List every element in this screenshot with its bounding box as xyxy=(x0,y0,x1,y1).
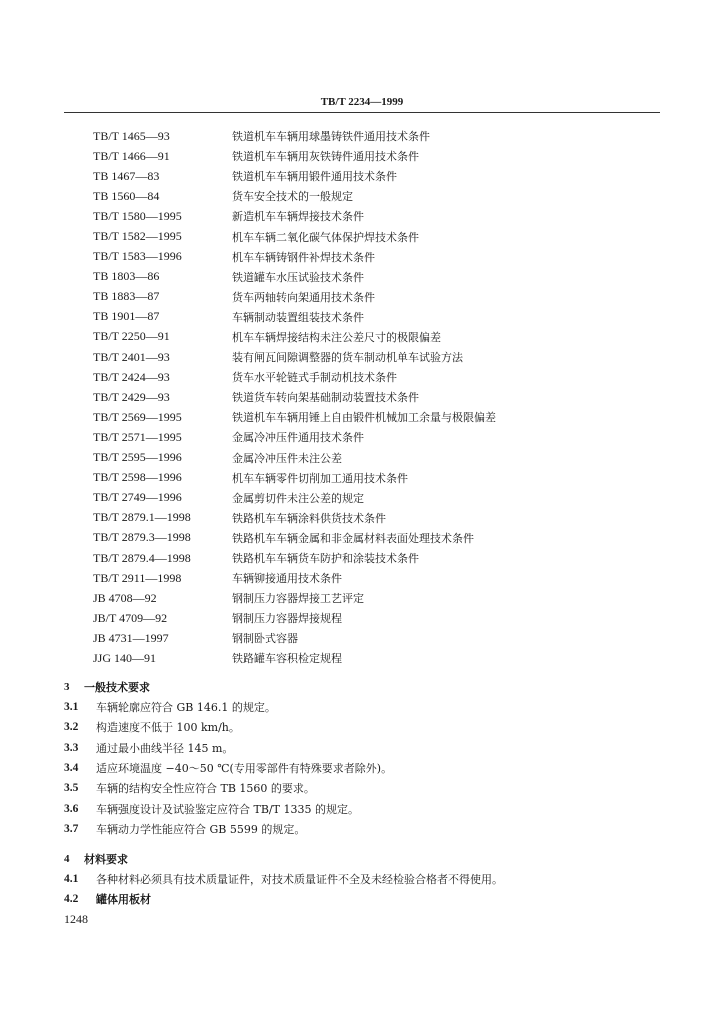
section-4 xyxy=(64,849,664,910)
reference-code: JB 4708—92 xyxy=(93,590,157,605)
reference-title: 铁路机车车辆涂料供货技术条件 xyxy=(232,511,386,525)
reference-code: TB/T 2595—1996 xyxy=(93,450,182,465)
reference-title: 车辆铆接通用技术条件 xyxy=(232,572,342,586)
reference-title: 铁道机车车辆用锤上自由锻件机械加工余量与极限偏差 xyxy=(232,411,496,425)
reference-title: 货车安全技术的一般规定 xyxy=(232,190,353,204)
page-number: 1248 xyxy=(64,912,88,926)
reference-code: TB 1901—87 xyxy=(93,309,160,324)
reference-title: 机车车辆零件切削加工通用技术条件 xyxy=(232,471,408,485)
clause-text: 车辆的结构安全性应符合 TB 1560 的要求。 xyxy=(96,782,315,796)
clause-text: 车辆轮廓应符合 GB 146.1 的规定。 xyxy=(96,701,276,715)
reference-title: 金属剪切件未注公差的规定 xyxy=(232,491,364,505)
reference-row xyxy=(93,307,653,327)
reference-title: 金属冷冲压件未注公差 xyxy=(232,451,342,465)
reference-title: 铁道机车车辆用灰铁铸件通用技术条件 xyxy=(232,150,419,164)
reference-title: 货车水平轮链式手制动机技术条件 xyxy=(232,371,397,385)
reference-row xyxy=(93,126,653,146)
reference-list xyxy=(93,126,653,669)
reference-code: TB/T 1466—91 xyxy=(93,148,170,163)
reference-row xyxy=(93,628,653,648)
reference-row xyxy=(93,166,653,186)
clause-number: 3.5 xyxy=(64,782,79,795)
reference-code: TB/T 2569—1995 xyxy=(93,409,182,424)
section-title: 材料要求 xyxy=(84,853,128,866)
clause xyxy=(64,869,664,889)
reference-row xyxy=(93,608,653,628)
reference-row xyxy=(93,327,653,347)
reference-title: 铁路机车车辆金属和非金属材料表面处理技术条件 xyxy=(232,531,474,545)
reference-row xyxy=(93,508,653,528)
clause xyxy=(64,778,664,798)
reference-row xyxy=(93,468,653,488)
clause-text: 车辆强度设计及试验鉴定应符合 TB/T 1335 的规定。 xyxy=(96,802,359,816)
reference-title: 铁道机车车辆用球墨铸铁件通用技术条件 xyxy=(232,130,430,144)
reference-code: TB/T 1580—1995 xyxy=(93,208,182,223)
reference-title: 机车车辆铸钢件补焊技术条件 xyxy=(232,250,375,264)
reference-row xyxy=(93,528,653,548)
reference-row xyxy=(93,387,653,407)
clause xyxy=(64,697,664,717)
clause xyxy=(64,738,664,758)
reference-row xyxy=(93,548,653,568)
clause-number: 3.6 xyxy=(64,802,79,815)
reference-title: 铁道机车车辆用锻件通用技术条件 xyxy=(232,170,397,184)
reference-code: JJG 140—91 xyxy=(93,650,157,665)
reference-code: TB/T 2424—93 xyxy=(93,369,170,384)
clause-text: 罐体用板材 xyxy=(96,893,151,907)
section-title: 一般技术要求 xyxy=(84,681,150,694)
reference-title: 装有闸瓦间隙调整器的货车制动机单车试验方法 xyxy=(232,351,463,365)
section-number: 4 xyxy=(64,853,70,865)
reference-title: 新造机车车辆焊接技术条件 xyxy=(232,210,364,224)
section-3 xyxy=(64,677,664,839)
clause-number: 4.2 xyxy=(64,893,79,906)
clause-text: 通过最小曲线半径 145 m。 xyxy=(96,741,234,755)
reference-title: 金属冷冲压件通用技术条件 xyxy=(232,431,364,445)
reference-title: 货车两轴转向架通用技术条件 xyxy=(232,290,375,304)
reference-code: TB/T 1465—93 xyxy=(93,128,170,143)
reference-code: TB/T 2749—1996 xyxy=(93,490,182,505)
reference-row xyxy=(93,367,653,387)
clause xyxy=(64,798,664,818)
reference-row xyxy=(93,267,653,287)
reference-title: 机车车辆二氧化碳气体保护焊技术条件 xyxy=(232,230,419,244)
clause xyxy=(64,758,664,778)
reference-code: TB/T 2879.3—1998 xyxy=(93,530,191,545)
reference-title: 机车车辆焊接结构未注公差尺寸的极限偏差 xyxy=(232,330,441,344)
reference-code: TB/T 1582—1995 xyxy=(93,229,182,244)
reference-title: 铁道货车转向架基础制动装置技术条件 xyxy=(232,391,419,405)
reference-row xyxy=(93,287,653,307)
clause-text: 适应环境温度 −40～50 ℃(专用零部件有特殊要求者除外)。 xyxy=(96,762,393,776)
reference-code: TB/T 2571—1995 xyxy=(93,429,182,444)
reference-title: 车辆制动装置组装技术条件 xyxy=(232,310,364,324)
reference-row xyxy=(93,427,653,447)
header-rule xyxy=(64,112,660,113)
reference-row xyxy=(93,146,653,166)
reference-row xyxy=(93,186,653,206)
reference-code: TB 1467—83 xyxy=(93,168,160,183)
reference-title: 钢制压力容器焊接规程 xyxy=(232,612,342,626)
reference-row xyxy=(93,648,653,668)
clause-text: 各种材料必须具有技术质量证件，对技术质量证件不全及未经检验合格者不得使用。 xyxy=(96,873,503,887)
clause xyxy=(64,889,664,909)
reference-code: TB/T 2401—93 xyxy=(93,349,170,364)
reference-row xyxy=(93,568,653,588)
reference-row xyxy=(93,226,653,246)
section-number: 3 xyxy=(64,681,70,693)
reference-row xyxy=(93,588,653,608)
reference-code: TB/T 2598—1996 xyxy=(93,470,182,485)
document-header: TB/T 2234—1999 xyxy=(320,96,404,108)
clause-number: 3.1 xyxy=(64,701,79,714)
clause xyxy=(64,819,664,839)
clause xyxy=(64,717,664,737)
section-heading xyxy=(64,849,664,869)
reference-code: JB 4731—1997 xyxy=(93,630,169,645)
reference-code: TB 1803—86 xyxy=(93,269,160,284)
reference-row xyxy=(93,488,653,508)
reference-row xyxy=(93,247,653,267)
reference-row xyxy=(93,448,653,468)
reference-code: TB/T 2879.4—1998 xyxy=(93,550,191,565)
clause-number: 3.2 xyxy=(64,721,79,734)
reference-title: 铁路机车车辆货车防护和涂装技术条件 xyxy=(232,552,419,566)
reference-code: TB/T 2429—93 xyxy=(93,389,170,404)
clause-text: 车辆动力学性能应符合 GB 5599 的规定。 xyxy=(96,822,306,836)
reference-title: 铁路罐车容积检定规程 xyxy=(232,652,342,666)
clause-number: 3.4 xyxy=(64,762,79,775)
reference-code: TB/T 1583—1996 xyxy=(93,249,182,264)
reference-code: TB 1560—84 xyxy=(93,188,160,203)
reference-code: TB/T 2911—1998 xyxy=(93,570,182,585)
reference-code: TB 1883—87 xyxy=(93,289,160,304)
reference-row xyxy=(93,347,653,367)
clause-number: 4.1 xyxy=(64,873,79,886)
section-heading xyxy=(64,677,664,697)
reference-title: 钢制卧式容器 xyxy=(232,632,298,646)
clause-number: 3.3 xyxy=(64,741,79,754)
reference-row xyxy=(93,206,653,226)
clause-number: 3.7 xyxy=(64,822,79,835)
reference-code: TB/T 2250—91 xyxy=(93,329,170,344)
reference-title: 铁道罐车水压试验技术条件 xyxy=(232,270,364,284)
reference-code: JB/T 4709—92 xyxy=(93,610,168,625)
reference-code: TB/T 2879.1—1998 xyxy=(93,510,191,525)
reference-title: 钢制压力容器焊接工艺评定 xyxy=(232,592,364,606)
clause-text: 构造速度不低于 100 km/h。 xyxy=(96,721,240,735)
reference-row xyxy=(93,407,653,427)
